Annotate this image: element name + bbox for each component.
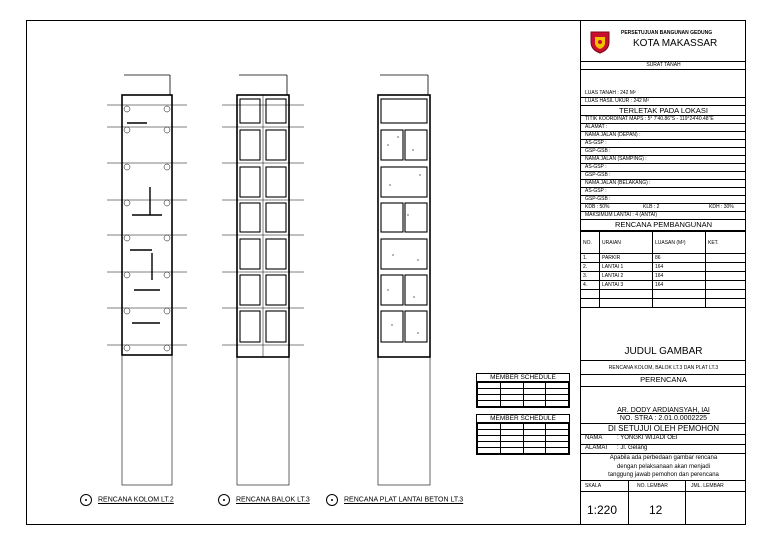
tb-surat-tanah: SURAT TANAH bbox=[581, 62, 746, 70]
tb-gsp-gsb-1: GSP-GSB : bbox=[581, 148, 746, 156]
tb-header-line1: PERSETUJUAN BANGUNAN GEDUNG bbox=[621, 30, 713, 36]
tb-luas-tanah: LUAS TANAH : 242 M² bbox=[581, 90, 746, 98]
tb-kdh: KDH : 30% bbox=[709, 204, 734, 210]
tb-no-lembar-label: NO. LEMBAR bbox=[637, 483, 668, 489]
plan-balok bbox=[222, 75, 304, 485]
tb-rencana-table bbox=[581, 231, 746, 308]
tb-note-2: dengan pelaksanaan akan menjadi bbox=[616, 463, 711, 470]
caption-kolom: RENCANA KOLOM LT.2 bbox=[80, 494, 188, 506]
schedule-table bbox=[477, 423, 569, 454]
tb-gsp-gsb-2: GSP-GSB : bbox=[581, 172, 746, 180]
tb-note bbox=[581, 454, 746, 481]
tb-kdb: KDB : 50% bbox=[585, 204, 610, 210]
tb-disetujui: DI SETUJUI OLEH PEMOHON bbox=[581, 424, 746, 435]
tb-as-gsp-1: AS-GSP : bbox=[581, 140, 746, 148]
tb-alamat-value: : Jl. Gelang bbox=[617, 445, 648, 451]
tb-luas-hasil-ukur: LUAS HASIL UKUR : 242 M² bbox=[581, 98, 746, 106]
title-block bbox=[580, 20, 746, 525]
tb-jalan-depan: NAMA JALAN (DEPAN) : bbox=[581, 132, 746, 140]
member-schedule-balok bbox=[476, 414, 570, 455]
tb-footer bbox=[581, 481, 746, 525]
tb-as-gsp-3: AS-GSP : bbox=[581, 188, 746, 196]
section-bubble-icon bbox=[326, 494, 338, 506]
tb-nama bbox=[581, 435, 746, 445]
tb-perencana-name: AR. DODY ARDIANSYAH, IAI bbox=[617, 407, 710, 414]
tb-judul-desc: RENCANA KOLOM, BALOK LT.3 DAN PLAT LT.3 bbox=[581, 361, 746, 375]
section-bubble-icon bbox=[80, 494, 92, 506]
schedule-table bbox=[477, 382, 569, 407]
table-row: 1. PARKIR 86 bbox=[581, 254, 746, 263]
tb-note-1: Apabila ada perbedaan gambar rencana bbox=[609, 455, 718, 461]
tb-perencana-stra: NO. STRA : 2.01.0.0002225 bbox=[619, 415, 708, 422]
schedule-title: MEMBER SCHEDULE bbox=[477, 374, 569, 382]
tb-titik-koordinat: TITIK KOORDINAT MAPS : 5° 7'40.86"S - 119°24'40.48"E bbox=[581, 116, 746, 124]
plan-plat bbox=[378, 75, 430, 485]
caption-balok: RENCANA BALOK LT.3 bbox=[218, 494, 318, 506]
table-row bbox=[581, 299, 746, 308]
tb-header-line2: KOTA MAKASSAR bbox=[633, 38, 718, 49]
tb-nama-label: NAMA bbox=[585, 435, 603, 441]
col-no: NO. bbox=[581, 232, 600, 254]
tb-gsp-gsb-3: GSP-GSB : bbox=[581, 196, 746, 204]
tb-header bbox=[581, 20, 746, 62]
table-row: 2. LANTAI 1 164 bbox=[581, 263, 746, 272]
tb-perencana-box bbox=[581, 387, 746, 424]
tb-rencana-pembangunan: RENCANA PEMBANGUNAN bbox=[581, 220, 746, 231]
tb-nama-value: : YONGKI WIJADI OEI bbox=[617, 435, 678, 441]
tb-maks-lantai: MAKSIMUM LANTAI : 4 (ANTAI) bbox=[581, 212, 746, 220]
table-row: 3. LANTAI 2 164 bbox=[581, 272, 746, 281]
tb-footer-div2 bbox=[685, 481, 686, 525]
tb-alamat-pemohon bbox=[581, 445, 746, 454]
tb-jalan-belakang: NAMA JALAN (BELAKANG) : bbox=[581, 180, 746, 188]
schedule-title: MEMBER SCHEDULE bbox=[477, 415, 569, 423]
table-row: 4. LANTAI 3 164 bbox=[581, 281, 746, 290]
tb-judul-gambar: JUDUL GAMBAR bbox=[581, 346, 746, 361]
tb-perencana: PERENCANA bbox=[581, 375, 746, 387]
section-bubble-icon bbox=[218, 494, 230, 506]
city-seal-icon bbox=[589, 28, 611, 54]
tb-skala-value: 1:220 bbox=[587, 503, 618, 517]
col-ket: KET. bbox=[706, 232, 747, 254]
caption-plat: RENCANA PLAT LANTAI BETON LT.3 bbox=[326, 494, 476, 506]
col-uraian: URAIAN bbox=[600, 232, 653, 254]
tb-jalan-samping: NAMA JALAN (SAMPING) : bbox=[581, 156, 746, 164]
tb-jml-lembar-label: JML. LEMBAR bbox=[691, 483, 724, 489]
member-schedule-kolom bbox=[476, 373, 570, 408]
tb-kdb-klb-kdh bbox=[581, 204, 746, 212]
tb-terletak: TERLETAK PADA LOKASI bbox=[581, 106, 746, 116]
tb-alamat-label: ALAMAT bbox=[585, 445, 609, 451]
tb-as-gsp-2: AS-GSP : bbox=[581, 164, 746, 172]
tb-footer-div1 bbox=[628, 481, 629, 525]
plan-kolom bbox=[107, 75, 187, 485]
tb-alamat: ALAMAT : bbox=[581, 124, 746, 132]
tb-footer-line bbox=[581, 491, 746, 492]
col-luasan: LUASAN (M²) bbox=[653, 232, 706, 254]
tb-no-lembar-value: 12 bbox=[649, 503, 663, 517]
tb-skala-label: SKALA bbox=[585, 483, 602, 489]
tb-note-3: tanggung jawab pemohon dan perencana bbox=[608, 472, 719, 478]
table-row bbox=[581, 290, 746, 299]
tb-klb: KLB : 2 bbox=[643, 204, 660, 210]
